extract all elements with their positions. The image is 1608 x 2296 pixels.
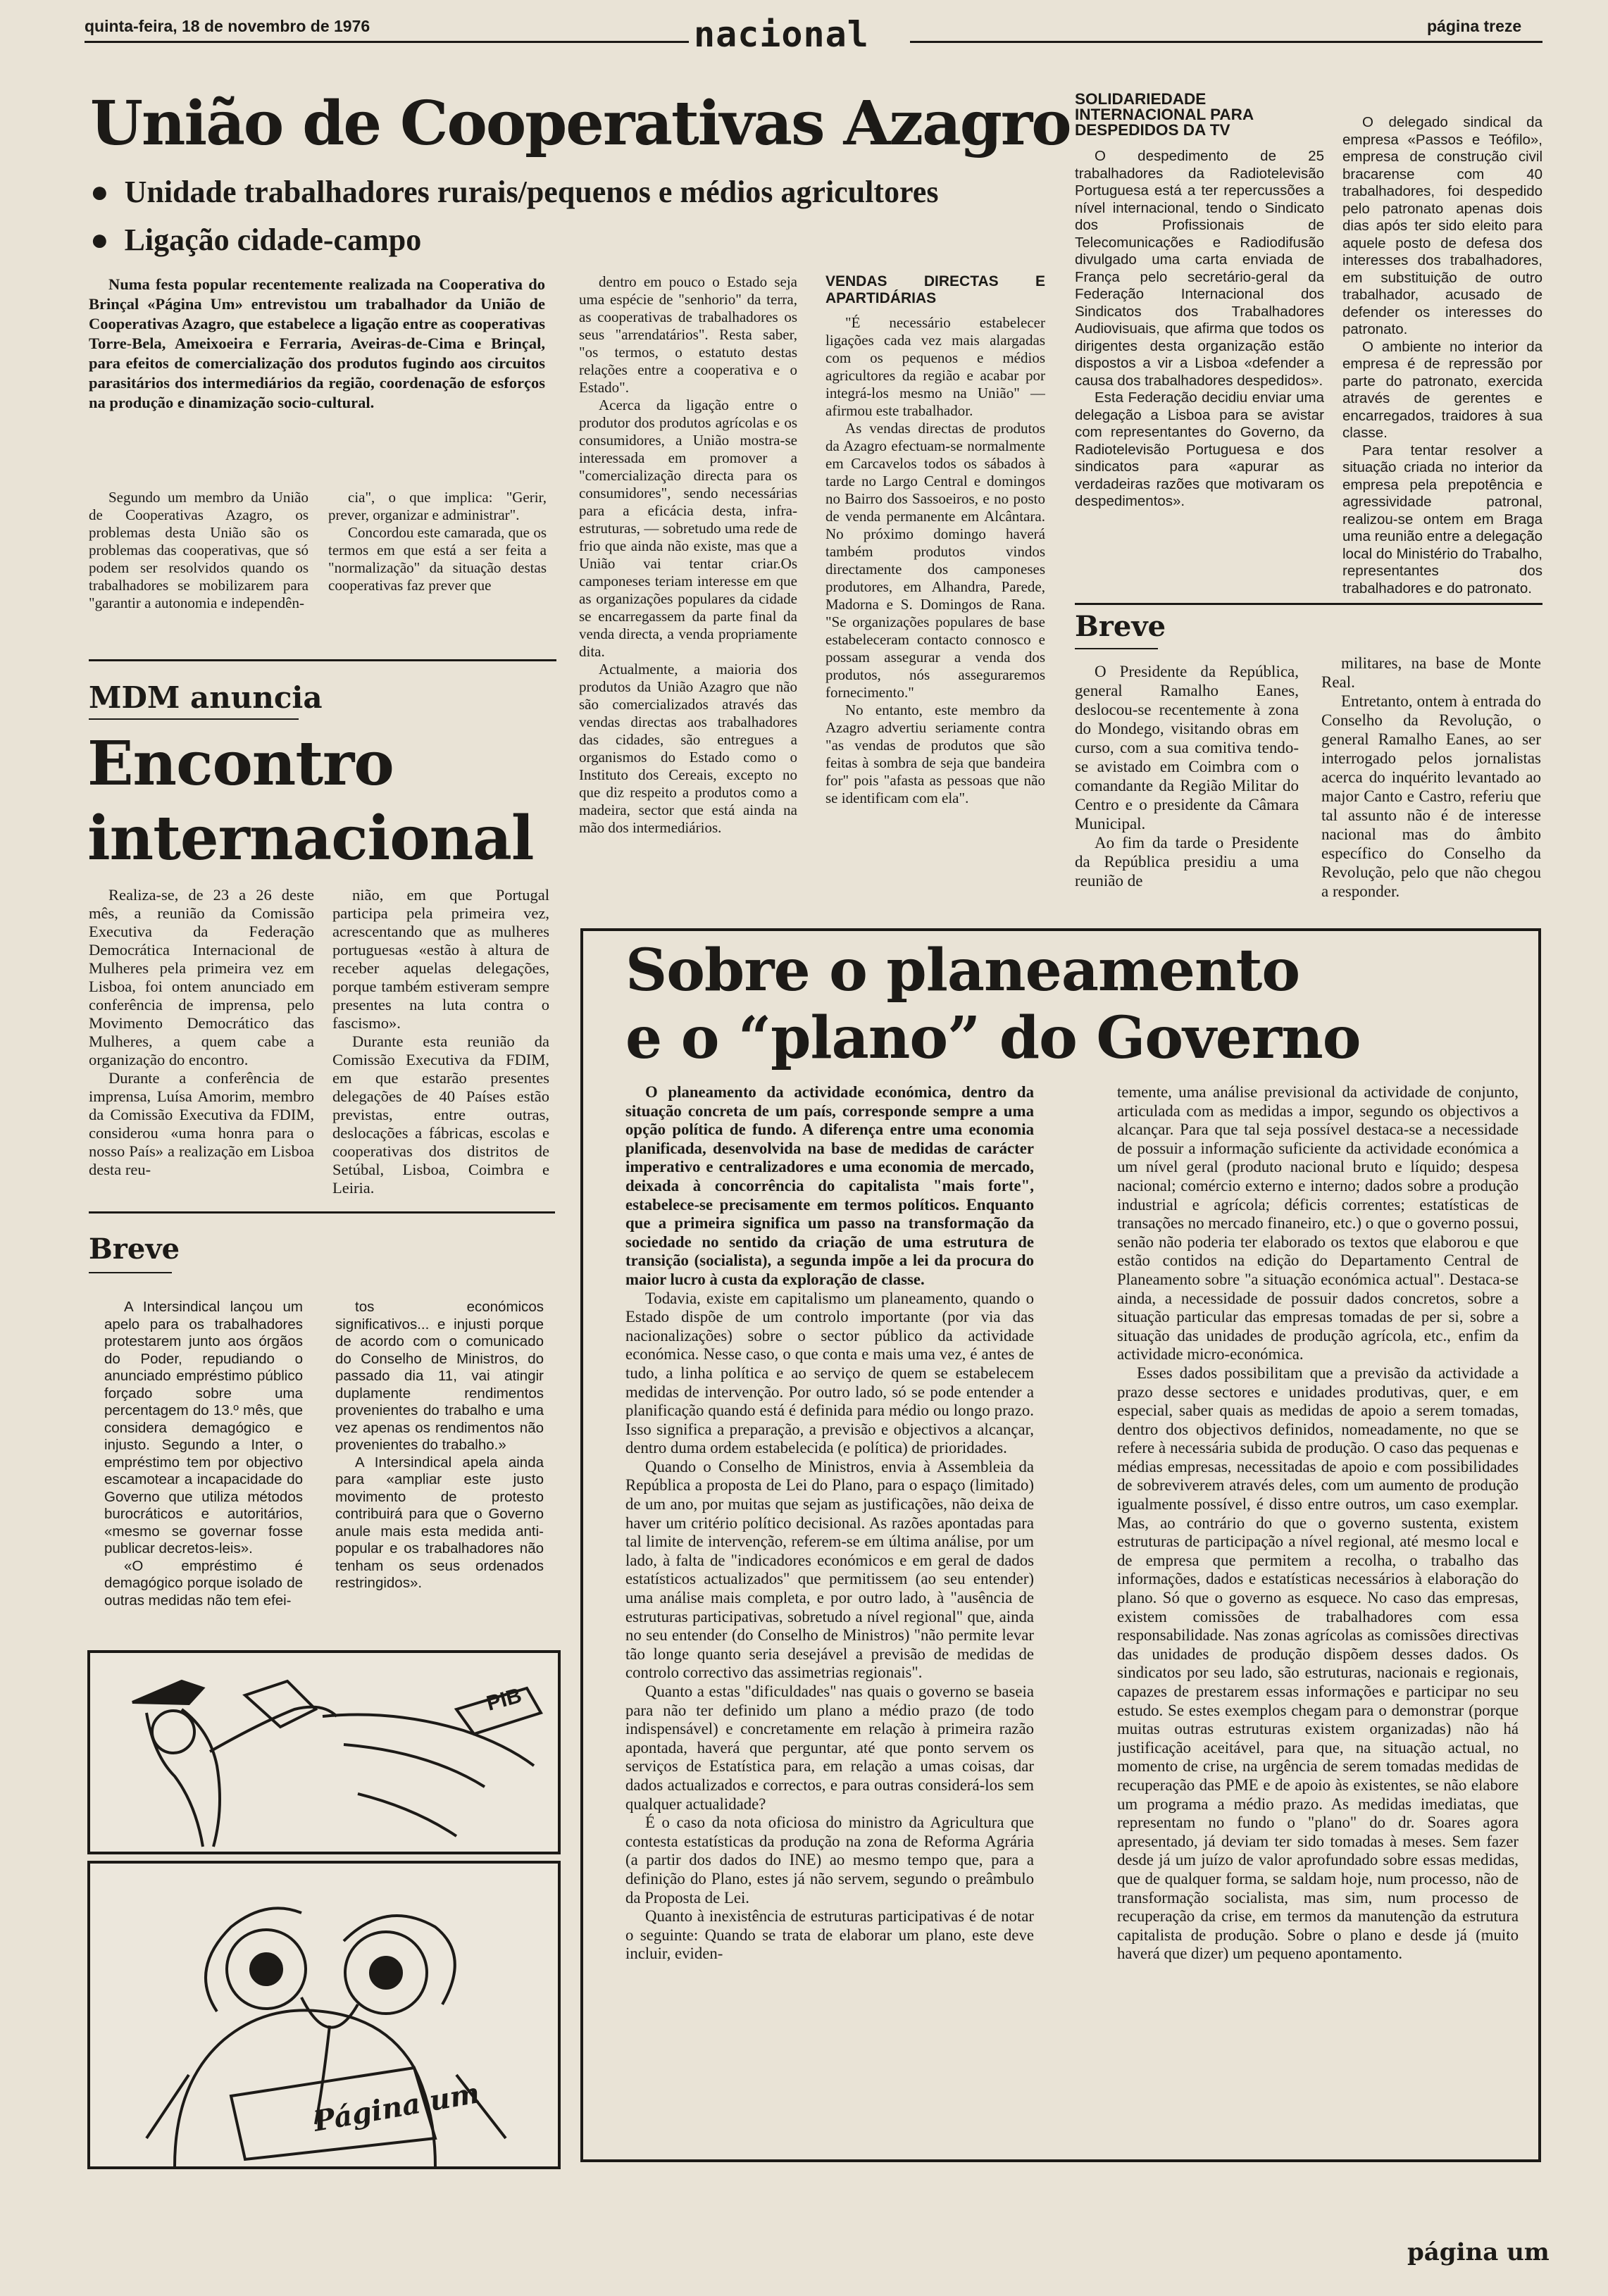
breve-eanes-col-2: militares, na base de Monte Real. Entretanto, ontem à entrada do Conselho da Revolução, o general Ramalho Eanes, ao ser interrogado pelos jornalistas acerca do inquérito levantado ao major Canto e Castro, referiu que tal assunto não é de interesse nacional mas do âmbito específico do Conselho da Revolução, pelo que não chegou a responder. [1321,654,1541,900]
solidariedade-bottom-rule [1075,603,1542,605]
breve-intersindical-heading: Breve [89,1233,180,1266]
cartoon-bottom-label: Página um [311,2076,482,2138]
azagro-col-a: Segundo um membro da União de Cooperativas Azagro, os problemas desta União são os problemas das cooperativas, que só podem ser resolvidos quando os trabalhadores se mobilizarem para "garantir a autonomia e independên- [89,489,308,611]
footer-brand: página um [1407,2238,1550,2266]
section-title: nacional [694,14,869,55]
mdm-col-2: nião, em que Portugal participa pela primeira vez, acrescentando que as mulheres portuguesas «estão à altura de receber aquelas delegações, porque também estiveram sempre presentes na luta contra o fascismo». Durante esta reunião da Comissão Executiva da FDIM, em que estarão presentes delegações de 40 Países estão previstas, entre outras, deslocações a fábricas, escolas e cooperativas dos distritos de Setúbal, Lisboa, Coimbra e Leiria. [332,886,549,1197]
azagro-headline: União de Cooperativas Azagro [90,88,1071,159]
planeamento-headline-2: e o “plano” do Governo [625,1004,1361,1072]
cartoon-bottom [87,1861,561,2169]
page-number: página treze [1427,17,1522,35]
cartoon-top-label: PIB [484,1683,525,1716]
mdm-headline-1: Encontro [87,728,394,799]
solidariedade-col-1: O despedimento de 25 trabalhadores da Radiotelevisão Portuguesa está a ter repercussões a nível internacional, tendo o Sindicato dos Profissionais de Telecomunicações e Radiodifusão divulgado uma carta enviada de França pelo secretário-geral da Federação Internacional dos Sindicatos dos Trabalhadores Audiovisuais, que afirma que todos os dirigentes desta organização estão dispostos a vir a Lisboa «defender a causa dos trabalhadores despedidos». Esta Federação decidiu enviar uma delegação a Lisboa para se avistar com representantes do Governo, da Radiotelevisão Portuguesa e dos sindicatos para «apurar as verdadeiras razões que motivaram os despedimentos». [1075,148,1324,509]
azagro-left-rule [89,659,556,661]
breve-eanes-col-1: O Presidente da República, general Ramalho Eanes, deslocou-se recentemente à zona do Mondego, visitando obras em curso, com a sua comitiva tendo-se avistado em Coimbra com o comandante da Região Militar do Centro e o presidente da Câmara Municipal. Ao fim da tarde o Presidente da República presidiu a uma reunião de [1075,663,1299,890]
cartoon-bottom-drawing [90,1864,558,2166]
mdm-bottom-rule [89,1211,555,1213]
mdm-col-1: Realiza-se, de 23 a 26 deste mês, a reunião da Comissão Executiva da Federação Democrática Internacional de Mulheres pela primeira vez em Lisboa, foi ontem anunciado em conferência de imprensa, pelo Movimento Democrático das Mulheres, a quem cabe a organização do encontro. Durante a conferência de imprensa, Luísa Amorim, membro da Comissão Executiva da FDIM, considerou «uma honra para o nosso País» a realização em Lisboa desta reu- [89,886,314,1178]
azagro-col-d: VENDAS DIRECTAS E APARTIDÁRIAS "É necessário estabelecer ligações cada vez mais alargadas com os pequenos e médios agricultores da região e acabar por integrá-los mesmo na União" — afirmou este trabalhador. As vendas directas de produtos da Azagro efectuam-se normalmente em Carcavelos todos os sábados à tarde no Largo Central e domingos no Bairro dos Sassoeiros, e no posto de venda permanente em Alcântara. No próximo domingo haverá também produtos vindos directamente dos camponeses produtores, em Alhandra, Parede, Madorna e S. Domingos de Rana. "Se organizações populares de base estabeleceram contacto connosco e possam assegurar a venda dos produtos, nós asseguraremos fornecimento." No entanto, este membro da Azagro advertiu seriamente contra "as vendas de produtos que são feitas à sombra de seja que bandeira for" pois "afasta as pessoas que não se identificam com ela". [825,273,1045,806]
cartoon-top [87,1650,561,1854]
breve-eanes-underline [1075,648,1158,649]
bullet-icon: ● [90,223,109,257]
masthead-rule-right [910,41,1542,43]
mdm-kicker-underline [89,718,299,720]
cartoon-top-drawing [90,1653,558,1852]
azagro-col-c: dentro em pouco o Estado seja uma espécie de "senhorio" da terra, as cooperativas de trabalhadores os seus "arrendatários". Resta saber, "os termos, o estatuto destas relações entre a cooperativa e o Estado". Acerca da ligação entre o produtor dos produtos agrícolas e os consumidores, a União mostra-se interessada em promover a "comercialização directa para os consumidores", sendo necessárias para a eficácia desta, infra-estruturas, — sobretudo uma rede de frio que ainda não existe, mas que a União vai tentar criar.Os camponeses teriam interesse em que as organizações populares da cidade se encarregassem da parte final da venda directa, a venda propriamente dita. Actualmente, a maioria dos produtos da União Azagro que não são comercializados através das vendas directas aos trabalhadores das cidades, são entregues a organismos do Estado como o Instituto dos Cereais, excepto no que diz respeito a produtos como a madeira, sector que está ainda na mão dos intermediários. [579,273,797,836]
planeamento-col-2: temente, uma análise previsional da actividade de conjunto, articulada com as medidas a impor, segundo os objectivos a alcançar. Para que tal seja possível destaca-se a necessidade de possuir a informação suficiente da actividade económica a um nível geral (produto nacional bruto e líquido; despesa nacional; comércio externo e interno; dados sobre a produção industrial e agrícola; déficis correntes; estatísticas de transações no mercado finaneiro, etc.) o que o governo possui, senão não poderia ter elaborado os textos que elaborou e que estão contidos na edição do Departamento Central de Planeamento sobre "a situação económica actual". Destaca-se ainda, a necessidade de possuir dados concretos, sobre a situação particular das empresas tomadas de per si, sobre a situação das unidades de produção agrícola, etc., enfim da actividade micro-económica. Esses dados possibilitam que a previsão da actividade a prazo desse sectores e unidades produtivas, quer, e em especial, saber quais as medidas de apoio a serem tomadas, dentro dos objectivos definidos, nomeadamente, no que se refere à necessária subida de produção. O caso das pequenas e médias empresas, necessitadas de apoio e com possibilidades de sobreviverem através deles, com um aumento de produção igualmente possível, é disso entre outros, um caso exemplar. Mas, ao contrário do que o governo sustenta, existem estruturas de participação a nível regional, até mesmo local e de empresa que permitem a recolha, o trabalho das informações, dados e estatísticas necessários à elaboração do plano. Só que o governo as esquece. No caso das empresas, existem comissões de trabalhadores com essa responsabilidade. Nas zonas agrícolas as comissões directivas das unidades de produção dispõem desses dados. Os sindicatos por seu lado, são estruturas, nacionais e regionais, capazes de prestarem essas informações e participar no seu estudo. Se estes exemplos chegam para o demonstrar (porque muitas outras estruturas existem organizadas) não há justificação aceitável, para que, na situação actual, no momento de crise, na urgência de serem tomadas medidas de recuperação das PME e de apoio às existentes, se não elabore um programa a médio prazo. As medidas imediatas, que representam no fundo o "plano" do dr. Soares agora apresentado, já deviam ter sido tomadas à meses. Sem fazer desde já um juízo de valor aprofundado sobre essas medidas, que de qualquer forma, se saldam hoje, num processo, não de transformação socialista, mas sim, num processo de recuperação da crise, em termos da manutenção da estrutura capitalista de produção. Sobre o plano e desde já (muito haverá que dizer) um pequeno apontamento. [1117,1083,1519,1963]
breve-eanes-heading: Breve [1075,610,1166,643]
breve-intersindical-underline [89,1272,172,1273]
issue-date: quinta-feira, 18 de novembro de 1976 [85,17,370,35]
azagro-lead: Numa festa popular recentemente realizada na Cooperativa do Brinçal «Página Um» entrevistou um trabalhador da União de Cooperativas Azagro, que estabelece a ligação entre as cooperativas Torre-Bela, Ameixoeira e Ferraria, Aveiras-de-Cima e Brinçal, para efeitos de comercialização dos produtos fugindo aos circuitos parasitários dos intermediários da região, coordenação de esforços na produção e dinamização socio-cultural. [89,275,545,411]
masthead-rule-left [85,41,689,43]
breve-intersindical-col-1: A Intersindical lançou um apelo para os trabalhadores protestarem junto aos órgãos do Poder, repudiando o anunciado empréstimo público forçado sobre uma percentagem do 13.º mês, que considera demagógico e injusto. Segundo a Inter, o empréstimo tem por objectivo escamotear a incapacidade do Governo que utiliza métodos burocráticos e autoritários, «mesmo se governar fosse publicar decretos-leis». «O empréstimo é demagógico porque isolado de outras medidas não tem efei- [104,1299,303,1609]
azagro-subhead-2: ● Ligação cidade-campo [90,223,422,257]
solidariedade-col-2: O delegado sindical da empresa «Passos e Teófilo», empresa de construção civil bracarense com 40 trabalhadores, foi despedido pelo patronato apenas dois dias após ter sido eleito para aquele posto de defesa dos interesses dos trabalhadores, em substituição de outro trabalhador, acusado de defender os interesses do patronato. O ambiente no interior da empresa é de repressão por parte do patronato, exercida através de gerentes e encarregados, traidores à sua classe. Para tentar resolver a situação criada no interior da empresa pela prepotência e agressividade patronal, realizou-se ontem em Braga uma reunião entre a delegação local do Ministério do Trabalho, representantes dos trabalhadores e do patronato. [1342,114,1542,597]
solidariedade-headline: SOLIDARIEDADE INTERNACIONAL PARA DESPEDIDOS DA TV [1075,90,1254,139]
mdm-kicker: MDM anuncia [89,680,323,715]
bullet-icon: ● [90,175,109,209]
vendas-subhead: VENDAS DIRECTAS E APARTIDÁRIAS [825,273,1045,306]
azagro-col-b: cia", o que implica: "Gerir, prever, organizar e administrar". Concordou este camarada, que os termos em que está a ser feita a "normalização" da situação destas cooperativas faz prever que [328,489,547,594]
planeamento-col-1: O planeamento da actividade económica, dentro da situação concreta de um país, corresponde sempre a uma opção política de fundo. A diferença entre uma economia planificada, desenvolvida na base de medidas de carácter imperativo e centralizadores e uma economia de mercado, deixada à concorrência do capitalista "mais forte", estabelece-se precisamente em termos políticos. Enquanto que a primeira significa um passo na transformação da sociedade no sentido da criação de uma estrutura de transição (socialista), a segunda impõe a lei da procura do maior lucro à custa da exploração de classe. Todavia, existe em capitalismo um planeamento, quando o Estado dispõe de um controlo importante (por via das nacionalizações) sobre o sector público da actividade económica. Nesse caso, o que conta e mais uma vez, é antes de tudo, a linha política e ao serviço de quem se estabelecem medidas de intervenção. Por outro lado, só se pode entender a planificação quando está é definida para médio ou longo prazo. Isso significa a preparação, a previsão e objectivos a alcançar, dentro duma ordem estabelecida (e política) de prioridades. Quando o Conselho de Ministros, envia à Assembleia da República a proposta de Lei do Plano, para o espaço (limitado) de um ano, por muitas que sejam as justificações, não deixa de haver um critério político decisional. As razões apontadas para tal limite de intervenção, referem-se em última análise, por um lado, à falta de "indicadores económicos e em geral de dados estatísticos actualizados" que permitissem (ao seu entender) uma análise mais completa, e por outro lado, à "ausência de estruturas participativas, sobretudo a nível regional" que, ainda no seu entender (do Conselho de Ministros) "não permite levar tão longe quanto seria desejável a previsão de medidas de controlo correctivo das assimetrias regionais". Quanto a estas "dificuldades" nas quais o governo se baseia para não ter definido um plano a médio prazo (de todo indispensável) e concretamente em relação à primeira razão apontada, haverá que perguntar, até que ponto servem os serviços de Estatística para, em relação a umas coisas, dar dados actualizados e correctos, e para outras considerá-los sem qualquer actualidade? É o caso da nota oficiosa do ministro da Agricultura que contesta estatísticas da produção na zona de Reforma Agrária (a partir dos dados do INE) ao mesmo tempo que, para a definição do Plano, estes já não servem, segundo o preâmbulo da Proposta de Lei. Quanto à inexistência de estruturas participativas é de notar o seguinte: Quando se trata de elaborar um plano, este deve incluir, eviden- [625,1083,1034,1963]
planeamento-headline-1: Sobre o planeamento [625,937,1300,1004]
breve-intersindical-col-2: tos económicos significativos... e injusti porque de acordo com o comunicado do Conselho de Ministros, do passado dia 11, vai atingir duplamente rendimentos provenientes do trabalho e uma vez apenas os rendimentos não provenientes do trabalho.» A Intersindical apela ainda para «ampliar este justo movimento de protesto contribuirá para que o Governo anule mais esta medida anti-popular e os trabalhadores não tenham os seus ordenados restringidos». [335,1299,544,1591]
azagro-subhead-1: ● Unidade trabalhadores rurais/pequenos e médios agricultores [90,175,939,209]
mdm-headline-2: internacional [87,803,534,874]
